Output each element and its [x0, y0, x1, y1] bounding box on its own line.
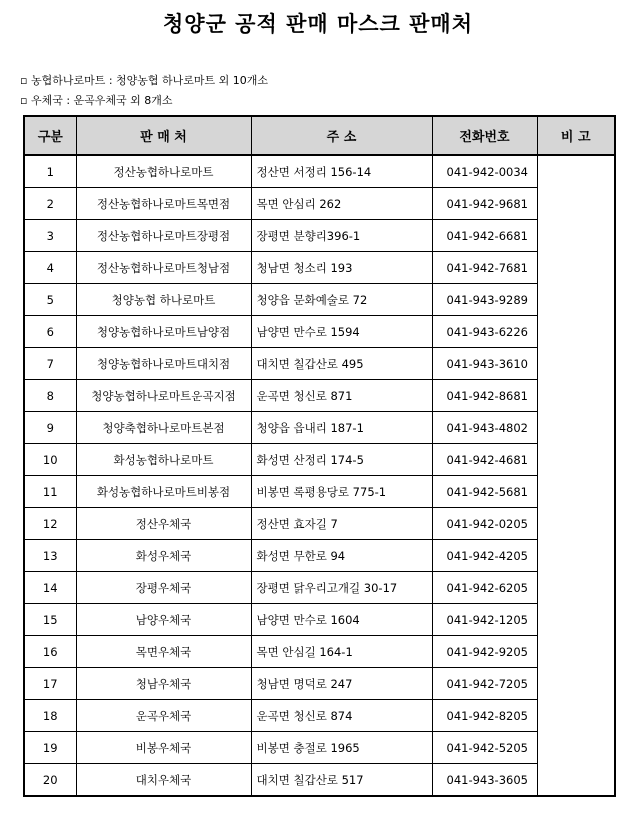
store-name: 장평우체국 — [76, 572, 251, 604]
store-name: 비봉우체국 — [76, 732, 251, 764]
store-name: 청양농협하나로마트남양점 — [76, 316, 251, 348]
table-row — [24, 508, 615, 540]
store-phone: 041-942-4205 — [432, 540, 537, 572]
header-no: 구분 — [24, 116, 76, 155]
table-row — [24, 732, 615, 764]
table-row — [24, 252, 615, 284]
row-number: 13 — [24, 540, 76, 572]
store-address: 장평면 닭우리고개길 30-17 — [251, 572, 432, 604]
table-row — [24, 476, 615, 508]
table-body — [24, 155, 615, 796]
store-phone: 041-942-0205 — [432, 508, 537, 540]
row-number: 6 — [24, 316, 76, 348]
row-number: 14 — [24, 572, 76, 604]
row-number: 12 — [24, 508, 76, 540]
store-phone: 041-942-0034 — [432, 155, 537, 188]
table-row — [24, 316, 615, 348]
store-name: 정산농협하나로마트청남점 — [76, 252, 251, 284]
row-number: 4 — [24, 252, 76, 284]
row-number: 7 — [24, 348, 76, 380]
row-number: 18 — [24, 700, 76, 732]
store-name: 청양농협하나로마트운곡지점 — [76, 380, 251, 412]
store-table — [23, 115, 616, 797]
store-name: 남양우체국 — [76, 604, 251, 636]
row-number: 9 — [24, 412, 76, 444]
store-phone: 041-942-1205 — [432, 604, 537, 636]
row-number: 10 — [24, 444, 76, 476]
store-phone: 041-942-4681 — [432, 444, 537, 476]
header-phone: 전화번호 — [432, 116, 537, 155]
store-name: 청양농협 하나로마트 — [76, 284, 251, 316]
store-address: 청양읍 문화예술로 72 — [251, 284, 432, 316]
store-name: 화성농협하나로마트비봉점 — [76, 476, 251, 508]
table-row — [24, 412, 615, 444]
store-phone: 041-943-4802 — [432, 412, 537, 444]
store-name: 화성농협하나로마트 — [76, 444, 251, 476]
store-address: 운곡면 청신로 874 — [251, 700, 432, 732]
store-name: 정산농협하나로마트목면점 — [76, 188, 251, 220]
store-address: 남양면 만수로 1594 — [251, 316, 432, 348]
table-row — [24, 188, 615, 220]
store-address: 청남면 청소리 193 — [251, 252, 432, 284]
store-name: 화성우체국 — [76, 540, 251, 572]
store-address: 정산면 서정리 156-14 — [251, 155, 432, 188]
store-address: 정산면 효자길 7 — [251, 508, 432, 540]
row-number: 5 — [24, 284, 76, 316]
store-address: 화성면 산정리 174-5 — [251, 444, 432, 476]
store-name: 정산우체국 — [76, 508, 251, 540]
store-phone: 041-943-9289 — [432, 284, 537, 316]
row-number: 11 — [24, 476, 76, 508]
store-phone: 041-942-5681 — [432, 476, 537, 508]
store-phone: 041-942-8205 — [432, 700, 537, 732]
store-phone: 041-943-3610 — [432, 348, 537, 380]
remarks-cell — [537, 155, 615, 796]
table-row — [24, 444, 615, 476]
header-remarks: 비 고 — [537, 116, 615, 155]
table-row — [24, 668, 615, 700]
store-address: 남양면 만수로 1604 — [251, 604, 432, 636]
store-phone: 041-942-6205 — [432, 572, 537, 604]
header-store: 판 매 처 — [76, 116, 251, 155]
note-post-office: ▫ 우체국 : 운곡우체국 외 8개소 — [20, 94, 173, 107]
table-row — [24, 636, 615, 668]
page-title: 청양군 공적 판매 마스크 판매처 — [163, 11, 473, 36]
store-name: 대치우체국 — [76, 764, 251, 797]
store-name: 청양축협하나로마트본점 — [76, 412, 251, 444]
table-row — [24, 380, 615, 412]
table-row — [24, 155, 615, 188]
store-name: 운곡우체국 — [76, 700, 251, 732]
store-name: 정산농협하나로마트장평점 — [76, 220, 251, 252]
row-number: 3 — [24, 220, 76, 252]
store-address: 대치면 칠갑산로 495 — [251, 348, 432, 380]
store-phone: 041-942-5205 — [432, 732, 537, 764]
store-address: 화성면 무한로 94 — [251, 540, 432, 572]
table-header-row — [24, 116, 615, 155]
store-name: 청양농협하나로마트대치점 — [76, 348, 251, 380]
store-address: 목면 안심길 164-1 — [251, 636, 432, 668]
store-address: 대치면 칠갑산로 517 — [251, 764, 432, 797]
store-address: 청양읍 읍내리 187-1 — [251, 412, 432, 444]
row-number: 8 — [24, 380, 76, 412]
store-address: 목면 안심리 262 — [251, 188, 432, 220]
store-address: 비봉면 충절로 1965 — [251, 732, 432, 764]
table-row — [24, 700, 615, 732]
row-number: 16 — [24, 636, 76, 668]
row-number: 15 — [24, 604, 76, 636]
header-address: 주 소 — [251, 116, 432, 155]
store-phone: 041-942-7205 — [432, 668, 537, 700]
table-row — [24, 540, 615, 572]
store-address: 운곡면 청신로 871 — [251, 380, 432, 412]
store-address: 비봉면 록평용당로 775-1 — [251, 476, 432, 508]
table-row — [24, 220, 615, 252]
store-address: 장평면 분향리396-1 — [251, 220, 432, 252]
row-number: 17 — [24, 668, 76, 700]
store-phone: 041-942-8681 — [432, 380, 537, 412]
table-row — [24, 284, 615, 316]
table-row — [24, 348, 615, 380]
row-number: 20 — [24, 764, 76, 797]
store-phone: 041-943-6226 — [432, 316, 537, 348]
table-row — [24, 572, 615, 604]
store-name: 청남우체국 — [76, 668, 251, 700]
store-address: 청남면 명덕로 247 — [251, 668, 432, 700]
store-phone: 041-942-7681 — [432, 252, 537, 284]
store-phone: 041-942-9681 — [432, 188, 537, 220]
store-name: 정산농협하나로마트 — [76, 155, 251, 188]
row-number: 2 — [24, 188, 76, 220]
row-number: 19 — [24, 732, 76, 764]
store-phone: 041-942-6681 — [432, 220, 537, 252]
table-row — [24, 604, 615, 636]
row-number: 1 — [24, 155, 76, 188]
note-nonghyup: ▫ 농협하나로마트 : 청양농협 하나로마트 외 10개소 — [20, 74, 269, 87]
store-name: 목면우체국 — [76, 636, 251, 668]
store-phone: 041-943-3605 — [432, 764, 537, 797]
table-row — [24, 764, 615, 797]
store-phone: 041-942-9205 — [432, 636, 537, 668]
